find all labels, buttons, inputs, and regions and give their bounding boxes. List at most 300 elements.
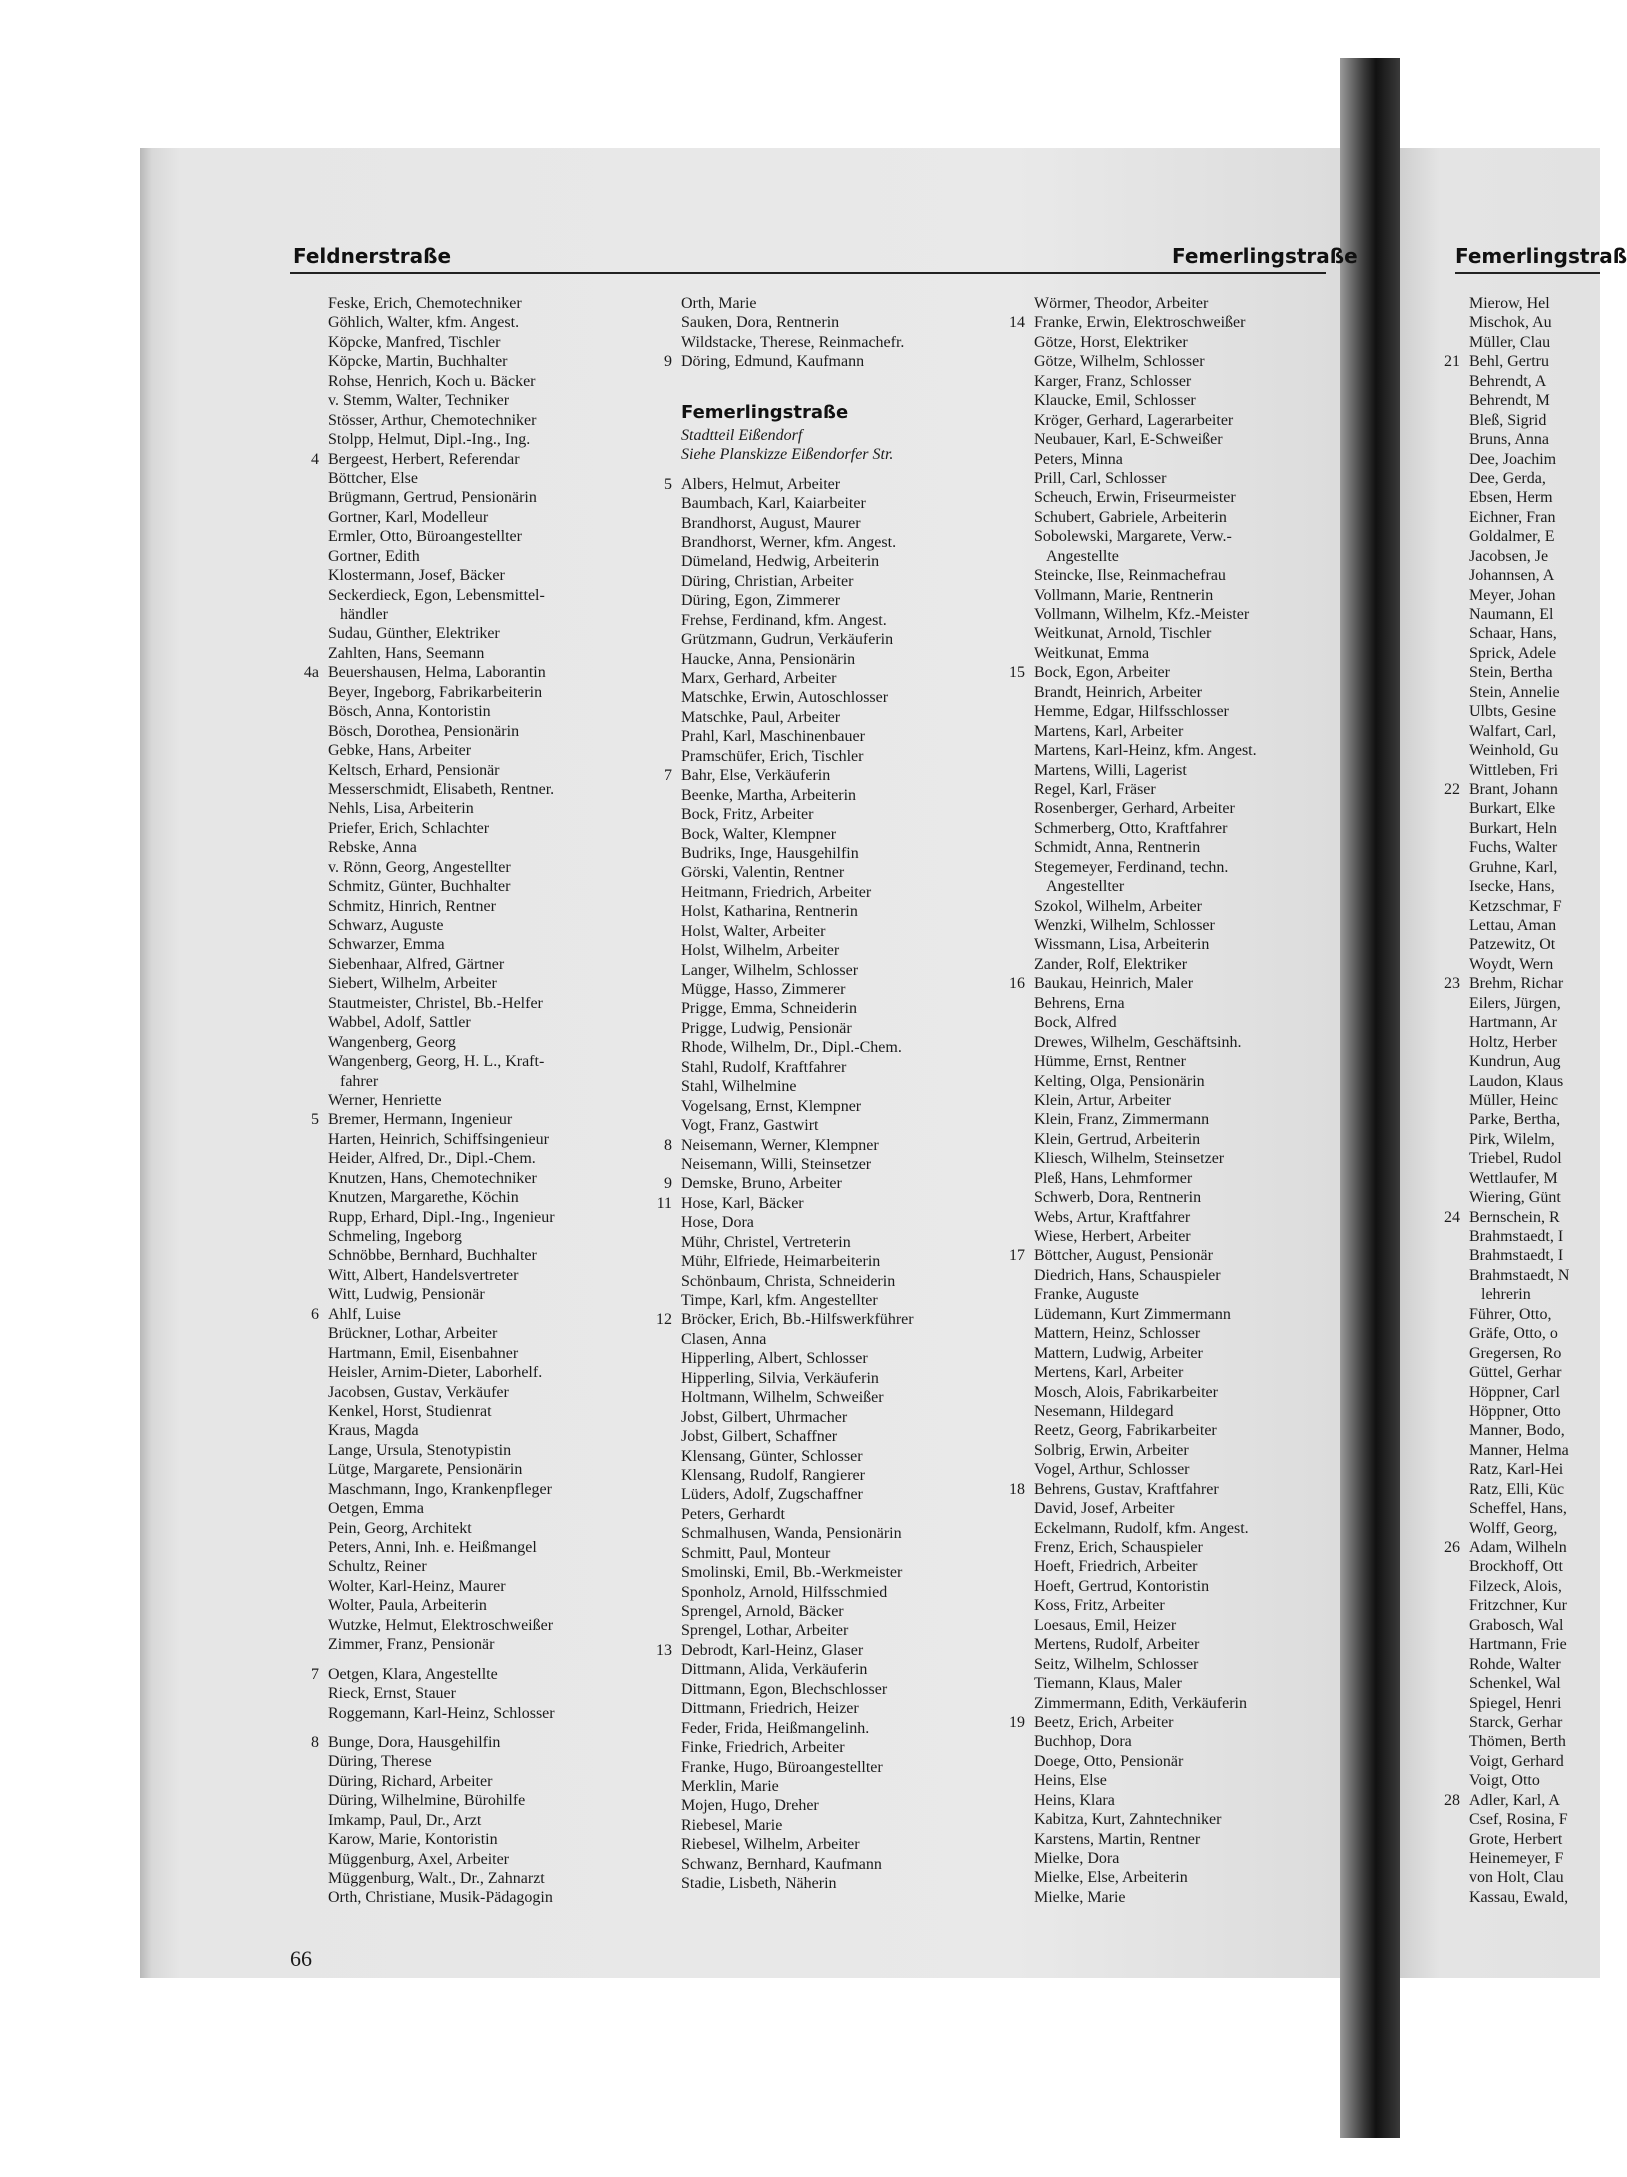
house-number: 14 xyxy=(1009,314,1025,332)
entry-text: Gortner, Edith xyxy=(328,547,420,565)
resident-entry xyxy=(681,1660,914,1679)
resident-entry xyxy=(1469,838,1569,857)
running-header-next-page: Femerlingstraß xyxy=(1455,244,1627,268)
resident-entry xyxy=(1469,1324,1569,1343)
resident-entry xyxy=(1009,313,1257,332)
entry-text: Schmitt, Paul, Monteur xyxy=(681,1544,831,1562)
entry-text: Triebel, Rudol xyxy=(1469,1150,1562,1168)
resident-entry xyxy=(1034,1694,1257,1713)
entry-text: Mojen, Hugo, Dreher xyxy=(681,1797,819,1815)
entry-text: Mielke, Marie xyxy=(1034,1888,1126,1906)
entry-text: Baukau, Heinrich, Maler xyxy=(1034,975,1194,993)
entry-text: Peters, Minna xyxy=(1034,450,1123,468)
entry-text: Hartmann, Emil, Eisenbahner xyxy=(328,1344,519,1362)
resident-entry xyxy=(1469,683,1569,702)
resident-entry xyxy=(681,902,914,921)
entry-text: Smolinski, Emil, Bb.-Werkmeister xyxy=(681,1564,903,1582)
resident-entry xyxy=(328,761,555,780)
resident-entry xyxy=(1034,877,1257,896)
resident-entry xyxy=(328,877,555,896)
entry-text: Düring, Richard, Arbeiter xyxy=(328,1772,493,1790)
entry-text: Rosenberger, Gerhard, Arbeiter xyxy=(1034,800,1235,818)
entry-text: Görski, Valentin, Rentner xyxy=(681,864,845,882)
entry-text: Schwanz, Bernhard, Kaufmann xyxy=(681,1855,882,1873)
entry-text: Stadie, Lisbeth, Näherin xyxy=(681,1875,837,1893)
resident-entry xyxy=(328,1635,555,1654)
resident-entry xyxy=(1034,1421,1257,1440)
resident-entry xyxy=(1009,1713,1257,1732)
entry-text: Nehls, Lisa, Arbeiterin xyxy=(328,800,474,818)
entry-text: Bock, Fritz, Arbeiter xyxy=(681,806,814,824)
entry-text: Klensang, Günter, Schlosser xyxy=(681,1447,863,1465)
resident-entry xyxy=(1469,741,1569,760)
resident-entry xyxy=(1034,430,1257,449)
entry-text: Eilers, Jürgen, xyxy=(1469,994,1561,1012)
resident-entry xyxy=(1469,333,1569,352)
resident-entry xyxy=(1469,1888,1569,1907)
resident-entry xyxy=(328,1499,555,1518)
entry-text: Wolff, Georg, xyxy=(1469,1519,1558,1537)
resident-entry xyxy=(328,1684,555,1703)
entry-text: Hoeft, Gertrud, Kontoristin xyxy=(1034,1577,1210,1595)
resident-entry xyxy=(1469,1149,1569,1168)
resident-entry xyxy=(681,294,914,313)
resident-entry xyxy=(1469,624,1569,643)
house-number: 24 xyxy=(1444,1208,1460,1226)
resident-entry xyxy=(1469,1849,1569,1868)
resident-entry xyxy=(1034,586,1257,605)
resident-entry xyxy=(681,611,914,630)
resident-entry xyxy=(1034,741,1257,760)
resident-entry xyxy=(1444,1791,1569,1810)
resident-entry xyxy=(1034,1208,1257,1227)
entry-text: Mattern, Heinz, Schlosser xyxy=(1034,1325,1201,1343)
entry-text: Lüdemann, Kurt Zimmermann xyxy=(1034,1305,1231,1323)
entry-text: Holtmann, Wilhelm, Schweißer xyxy=(681,1389,884,1407)
entry-text: Lüders, Adolf, Zugschaffner xyxy=(681,1486,863,1504)
entry-text: Neubauer, Karl, E-Schweißer xyxy=(1034,431,1223,449)
entry-text: Karow, Marie, Kontoristin xyxy=(328,1831,498,1849)
entry-text: Rhode, Wilhelm, Dr., Dipl.-Chem. xyxy=(681,1039,902,1057)
entry-text: Frenz, Erich, Schauspieler xyxy=(1034,1539,1203,1556)
resident-entry xyxy=(1034,838,1257,857)
resident-entry xyxy=(664,352,914,371)
resident-entry xyxy=(311,1665,555,1684)
resident-entry xyxy=(328,1791,555,1810)
entry-text: Düring, Egon, Zimmerer xyxy=(681,592,841,610)
entry-text: Heins, Else xyxy=(1034,1772,1107,1790)
entry-text: Siebenhaar, Alfred, Gärtner xyxy=(328,955,505,973)
resident-entry xyxy=(328,858,555,877)
resident-entry xyxy=(1034,1810,1257,1829)
resident-entry xyxy=(1034,1752,1257,1771)
resident-entry xyxy=(311,1733,555,1752)
resident-entry xyxy=(681,1505,914,1524)
resident-entry xyxy=(1469,644,1569,663)
resident-entry xyxy=(328,1772,555,1791)
resident-entry xyxy=(681,786,914,805)
resident-entry xyxy=(1034,1888,1257,1907)
entry-text: Frehse, Ferdinand, kfm. Angest. xyxy=(681,611,887,629)
resident-entry xyxy=(1034,1266,1257,1285)
resident-entry xyxy=(681,805,914,824)
resident-entry xyxy=(681,1835,914,1854)
directory-column-3 xyxy=(1009,294,1257,1907)
resident-entry xyxy=(1469,1266,1569,1285)
resident-entry xyxy=(681,1485,914,1504)
entry-text: Diedrich, Hans, Schauspieler xyxy=(1034,1266,1221,1284)
resident-entry xyxy=(1469,702,1569,721)
entry-text: Neisemann, Willi, Steinsetzer xyxy=(681,1155,872,1173)
resident-entry xyxy=(1469,877,1569,896)
entry-text: Scheuch, Erwin, Friseurmeister xyxy=(1034,489,1236,507)
resident-entry xyxy=(1034,527,1257,546)
entry-text: Stahl, Rudolf, Kraftfahrer xyxy=(681,1058,847,1076)
entry-text: Budriks, Inge, Hausgehilfin xyxy=(681,844,859,862)
entry-text: Eichner, Fran xyxy=(1469,508,1556,526)
resident-entry xyxy=(328,1480,555,1499)
resident-entry xyxy=(681,1602,914,1621)
house-number: 16 xyxy=(1009,975,1025,993)
entry-text: Behrens, Gustav, Kraftfahrer xyxy=(1034,1480,1219,1498)
entry-text: Jacobsen, Gustav, Verkäufer xyxy=(328,1383,509,1401)
entry-text: Finke, Friedrich, Arbeiter xyxy=(681,1739,845,1757)
entry-text: Weinhold, Gu xyxy=(1469,742,1559,760)
resident-entry xyxy=(681,1349,914,1368)
resident-entry xyxy=(328,547,555,566)
resident-entry xyxy=(1034,780,1257,799)
house-number: 6 xyxy=(311,1305,319,1323)
entry-text: Filzeck, Alois, xyxy=(1469,1577,1562,1595)
resident-entry xyxy=(1469,1480,1569,1499)
resident-entry xyxy=(328,566,555,585)
resident-entry xyxy=(681,1291,914,1310)
resident-entry xyxy=(656,1641,914,1660)
resident-entry xyxy=(328,294,555,313)
entry-text: Mielke, Else, Arbeiterin xyxy=(1034,1869,1188,1887)
entry-text: Feske, Erich, Chemotechniker xyxy=(328,295,522,312)
resident-entry xyxy=(328,1441,555,1460)
entry-text: Kabitza, Kurt, Zahntechniker xyxy=(1034,1811,1222,1829)
resident-entry xyxy=(1034,1460,1257,1479)
entry-text: Götze, Wilhelm, Schlosser xyxy=(1034,353,1205,371)
entry-text: Schwerb, Dora, Rentnerin xyxy=(1034,1189,1202,1207)
resident-entry xyxy=(1469,1130,1569,1149)
resident-entry xyxy=(681,1466,914,1485)
entry-text: Zimmermann, Edith, Verkäuferin xyxy=(1034,1694,1247,1712)
entry-text: Jacobsen, Je xyxy=(1469,547,1549,565)
entry-text: Brockhoff, Ott xyxy=(1469,1558,1563,1576)
resident-entry xyxy=(1469,1227,1569,1246)
entry-text: Parke, Bertha, xyxy=(1469,1111,1561,1129)
entry-text: Pleß, Hans, Lehmformer xyxy=(1034,1169,1193,1187)
resident-entry xyxy=(681,1524,914,1543)
resident-entry xyxy=(664,766,914,785)
entry-text: Gruhne, Karl, xyxy=(1469,858,1558,876)
resident-entry xyxy=(328,1285,555,1304)
resident-entry xyxy=(681,1213,914,1232)
resident-entry xyxy=(1034,955,1257,974)
house-number: 12 xyxy=(656,1311,672,1329)
resident-entry xyxy=(1469,527,1569,546)
resident-entry xyxy=(328,1324,555,1343)
entry-text: Hartmann, Frie xyxy=(1469,1636,1567,1654)
resident-entry xyxy=(328,644,555,663)
resident-entry xyxy=(681,1563,914,1582)
entry-text: Stösser, Arthur, Chemotechniker xyxy=(328,411,537,429)
entry-text: Beuershausen, Helma, Laborantin xyxy=(328,664,546,682)
entry-text: Naumann, El xyxy=(1469,606,1554,623)
entry-text: Schmerberg, Otto, Kraftfahrer xyxy=(1034,819,1228,837)
entry-text: Beenke, Martha, Arbeiterin xyxy=(681,786,857,804)
entry-text: Laudon, Klaus xyxy=(1469,1072,1564,1090)
entry-text: Scheffel, Hans, xyxy=(1469,1500,1567,1518)
entry-text: Knutzen, Hans, Chemotechniker xyxy=(328,1169,537,1187)
entry-text: Martens, Karl, Arbeiter xyxy=(1034,722,1184,740)
resident-entry xyxy=(681,980,914,999)
resident-entry xyxy=(681,630,914,649)
house-number: 13 xyxy=(656,1641,672,1659)
resident-entry xyxy=(681,1330,914,1349)
entry-text: Böttcher, August, Pensionär xyxy=(1034,1247,1213,1265)
entry-text: Brandhorst, August, Maurer xyxy=(681,514,861,532)
resident-entry xyxy=(1034,372,1257,391)
entry-text: Oetgen, Klara, Angestellte xyxy=(328,1665,498,1683)
entry-text: Nesemann, Hildegard xyxy=(1034,1402,1174,1420)
resident-entry xyxy=(328,1557,555,1576)
entry-text: Wörmer, Theodor, Arbeiter xyxy=(1034,295,1209,312)
entry-text: Sobolewski, Margarete, Verw.- xyxy=(1034,528,1232,546)
entry-text: Baumbach, Karl, Kaiarbeiter xyxy=(681,495,866,513)
entry-text: Brandt, Heinrich, Arbeiter xyxy=(1034,683,1202,701)
entry-text: Adam, Wilheln xyxy=(1469,1539,1567,1556)
entry-text: Schenkel, Wal xyxy=(1469,1675,1561,1693)
resident-entry xyxy=(1469,916,1569,935)
resident-entry xyxy=(1469,761,1569,780)
entry-text: Harten, Heinrich, Schiffsingenieur xyxy=(328,1130,549,1148)
resident-entry xyxy=(328,1869,555,1888)
resident-entry xyxy=(681,1058,914,1077)
resident-entry xyxy=(681,727,914,746)
street-subheading xyxy=(681,426,914,445)
resident-entry xyxy=(328,430,555,449)
resident-entry xyxy=(1034,294,1257,313)
entry-text: Köpcke, Martin, Buchhalter xyxy=(328,353,508,371)
entry-text: Lettau, Aman xyxy=(1469,917,1557,934)
resident-entry xyxy=(328,1013,555,1032)
resident-entry xyxy=(1469,1344,1569,1363)
entry-text: Stadtteil Eißendorf xyxy=(681,426,803,444)
resident-entry xyxy=(1469,1402,1569,1421)
entry-text: Behrens, Erna xyxy=(1034,994,1125,1012)
resident-entry xyxy=(681,1621,914,1640)
entry-text: Csef, Rosina, F xyxy=(1469,1811,1568,1829)
resident-entry xyxy=(328,955,555,974)
entry-text: Wildstacke, Therese, Reinmachefr. xyxy=(681,333,905,351)
entry-text: Seitz, Wilhelm, Schlosser xyxy=(1034,1655,1199,1673)
entry-text: Eckelmann, Rudolf, kfm. Angest. xyxy=(1034,1519,1249,1537)
resident-entry xyxy=(681,1252,914,1271)
entry-text: Hemme, Edgar, Hilfsschlosser xyxy=(1034,703,1229,721)
resident-entry xyxy=(681,708,914,727)
directory-column-2 xyxy=(656,294,914,1894)
resident-entry xyxy=(1034,1130,1257,1149)
entry-text: Brehm, Richar xyxy=(1469,975,1564,993)
resident-entry xyxy=(328,916,555,935)
entry-text: Voigt, Otto xyxy=(1469,1772,1540,1790)
resident-entry xyxy=(1469,1169,1569,1188)
resident-entry xyxy=(328,1704,555,1723)
resident-entry xyxy=(681,1233,914,1252)
entry-text: Martens, Willi, Lagerist xyxy=(1034,761,1187,779)
entry-text: Doege, Otto, Pensionär xyxy=(1034,1752,1184,1770)
entry-text: Stein, Annelie xyxy=(1469,683,1560,701)
resident-entry xyxy=(1469,1421,1569,1440)
entry-text: Dittmann, Egon, Blechschlosser xyxy=(681,1680,888,1698)
resident-entry xyxy=(681,1777,914,1796)
entry-text: Knutzen, Margarethe, Köchin xyxy=(328,1189,519,1207)
entry-text: Manner, Helma xyxy=(1469,1441,1569,1459)
entry-text: Bock, Alfred xyxy=(1034,1014,1117,1032)
resident-entry xyxy=(311,450,555,469)
entry-text: Debrodt, Karl-Heinz, Glaser xyxy=(681,1641,864,1659)
entry-text: Messerschmidt, Elisabeth, Rentner. xyxy=(328,780,555,798)
entry-text: Heitmann, Friedrich, Arbeiter xyxy=(681,883,872,901)
resident-entry xyxy=(656,1194,914,1213)
resident-entry xyxy=(1469,586,1569,605)
house-number: 26 xyxy=(1444,1539,1460,1556)
entry-gap xyxy=(328,1723,555,1733)
entry-text: Bahr, Else, Verkäuferin xyxy=(681,767,831,785)
house-number: 21 xyxy=(1444,353,1460,371)
entry-text: Wangenberg, Georg, H. L., Kraft- xyxy=(328,1053,545,1071)
resident-entry xyxy=(1034,1674,1257,1693)
entry-text: Böttcher, Else xyxy=(328,469,418,487)
entry-text: Witt, Albert, Handelsvertreter xyxy=(328,1266,519,1284)
entry-text: Buchhop, Dora xyxy=(1034,1733,1132,1751)
resident-entry xyxy=(1469,1460,1569,1479)
entry-text: Schultz, Reiner xyxy=(328,1558,427,1576)
resident-entry xyxy=(1034,702,1257,721)
resident-entry xyxy=(328,1460,555,1479)
entry-text: Burkart, Heln xyxy=(1469,819,1557,837)
entry-text: Prigge, Ludwig, Pensionär xyxy=(681,1019,852,1037)
resident-entry xyxy=(328,1888,555,1907)
entry-text: lehrerin xyxy=(1469,1286,1531,1304)
resident-entry xyxy=(328,1421,555,1440)
entry-text: Wolter, Karl-Heinz, Maurer xyxy=(328,1577,506,1595)
resident-entry xyxy=(328,1850,555,1869)
resident-entry xyxy=(681,1583,914,1602)
entry-text: Mosch, Alois, Fabrikarbeiter xyxy=(1034,1383,1218,1401)
resident-entry xyxy=(664,1174,914,1193)
book-spine xyxy=(1340,58,1400,2138)
entry-text: Ulbts, Gesine xyxy=(1469,703,1557,721)
resident-entry xyxy=(1034,469,1257,488)
resident-entry xyxy=(328,935,555,954)
entry-text: Martens, Karl-Heinz, kfm. Angest. xyxy=(1034,742,1257,760)
entry-text: Brügmann, Gertrud, Pensionärin xyxy=(328,489,537,507)
house-number: 22 xyxy=(1444,780,1460,798)
entry-text: Bösch, Dorothea, Pensionärin xyxy=(328,722,520,740)
resident-entry xyxy=(1034,897,1257,916)
entry-text: Vogel, Arthur, Schlosser xyxy=(1034,1461,1190,1479)
resident-entry xyxy=(1034,1013,1257,1032)
resident-entry xyxy=(681,1719,914,1738)
resident-entry xyxy=(1034,391,1257,410)
resident-entry xyxy=(681,1758,914,1777)
resident-entry xyxy=(1469,819,1569,838)
resident-entry xyxy=(1469,1363,1569,1382)
resident-entry xyxy=(328,1188,555,1207)
resident-entry xyxy=(1469,430,1569,449)
resident-entry xyxy=(681,922,914,941)
entry-text: Feder, Frida, Heißmangelinh. xyxy=(681,1719,870,1737)
resident-entry xyxy=(1034,1868,1257,1887)
directory-column-1 xyxy=(303,294,555,1908)
resident-entry xyxy=(681,1874,914,1893)
entry-text: Isecke, Hans, xyxy=(1469,878,1555,896)
entry-text: Weitkunat, Arnold, Tischler xyxy=(1034,625,1212,643)
entry-gap xyxy=(681,465,914,475)
entry-text: Demske, Bruno, Arbeiter xyxy=(681,1175,842,1193)
resident-entry xyxy=(1034,1072,1257,1091)
entry-text: Vogt, Franz, Gastwirt xyxy=(681,1117,819,1135)
resident-entry xyxy=(1034,1499,1257,1518)
resident-entry xyxy=(1034,1519,1257,1538)
entry-text: Prahl, Karl, Maschinenbauer xyxy=(681,728,865,746)
entry-text: Düring, Wilhelmine, Bürohilfe xyxy=(328,1792,526,1810)
resident-entry xyxy=(1034,1110,1257,1129)
entry-text: Höppner, Otto xyxy=(1469,1402,1561,1420)
entry-text: Regel, Karl, Fräser xyxy=(1034,780,1156,798)
resident-entry xyxy=(681,999,914,1018)
resident-entry xyxy=(1009,1480,1257,1499)
entry-text: Witt, Ludwig, Pensionär xyxy=(328,1286,485,1304)
resident-entry xyxy=(681,1097,914,1116)
entry-text: Szokol, Wilhelm, Arbeiter xyxy=(1034,897,1202,915)
resident-entry xyxy=(681,669,914,688)
entry-text: Mertens, Karl, Arbeiter xyxy=(1034,1364,1184,1382)
entry-text: Goldalmer, E xyxy=(1469,528,1555,546)
entry-text: Keltsch, Erhard, Pensionär xyxy=(328,761,500,779)
entry-text: Walfart, Carl, xyxy=(1469,722,1557,740)
resident-entry xyxy=(1034,1344,1257,1363)
resident-entry xyxy=(1034,1557,1257,1576)
resident-entry xyxy=(1034,1285,1257,1304)
running-header-right: Femerlingstraße xyxy=(1172,244,1358,268)
entry-text: Beyer, Ingeborg, Fabrikarbeiterin xyxy=(328,683,543,701)
entry-text: Müller, Heinc xyxy=(1469,1091,1559,1109)
resident-entry xyxy=(328,1227,555,1246)
entry-text: v. Stemm, Walter, Techniker xyxy=(328,392,510,410)
resident-entry xyxy=(328,333,555,352)
resident-entry xyxy=(681,552,914,571)
resident-entry xyxy=(1469,1557,1569,1576)
entry-text: Brückner, Lothar, Arbeiter xyxy=(328,1325,498,1343)
resident-entry xyxy=(1469,1091,1569,1110)
entry-text: Zahlten, Hans, Seemann xyxy=(328,644,485,662)
resident-entry xyxy=(1469,1830,1569,1849)
resident-entry xyxy=(1469,1499,1569,1518)
entry-text: Lütge, Margarete, Pensionärin xyxy=(328,1461,523,1479)
entry-text: Weitkunat, Emma xyxy=(1034,644,1150,662)
resident-entry xyxy=(1034,1849,1257,1868)
resident-entry xyxy=(1469,1188,1569,1207)
resident-entry xyxy=(681,941,914,960)
resident-entry xyxy=(1444,352,1569,371)
resident-entry xyxy=(1034,1383,1257,1402)
